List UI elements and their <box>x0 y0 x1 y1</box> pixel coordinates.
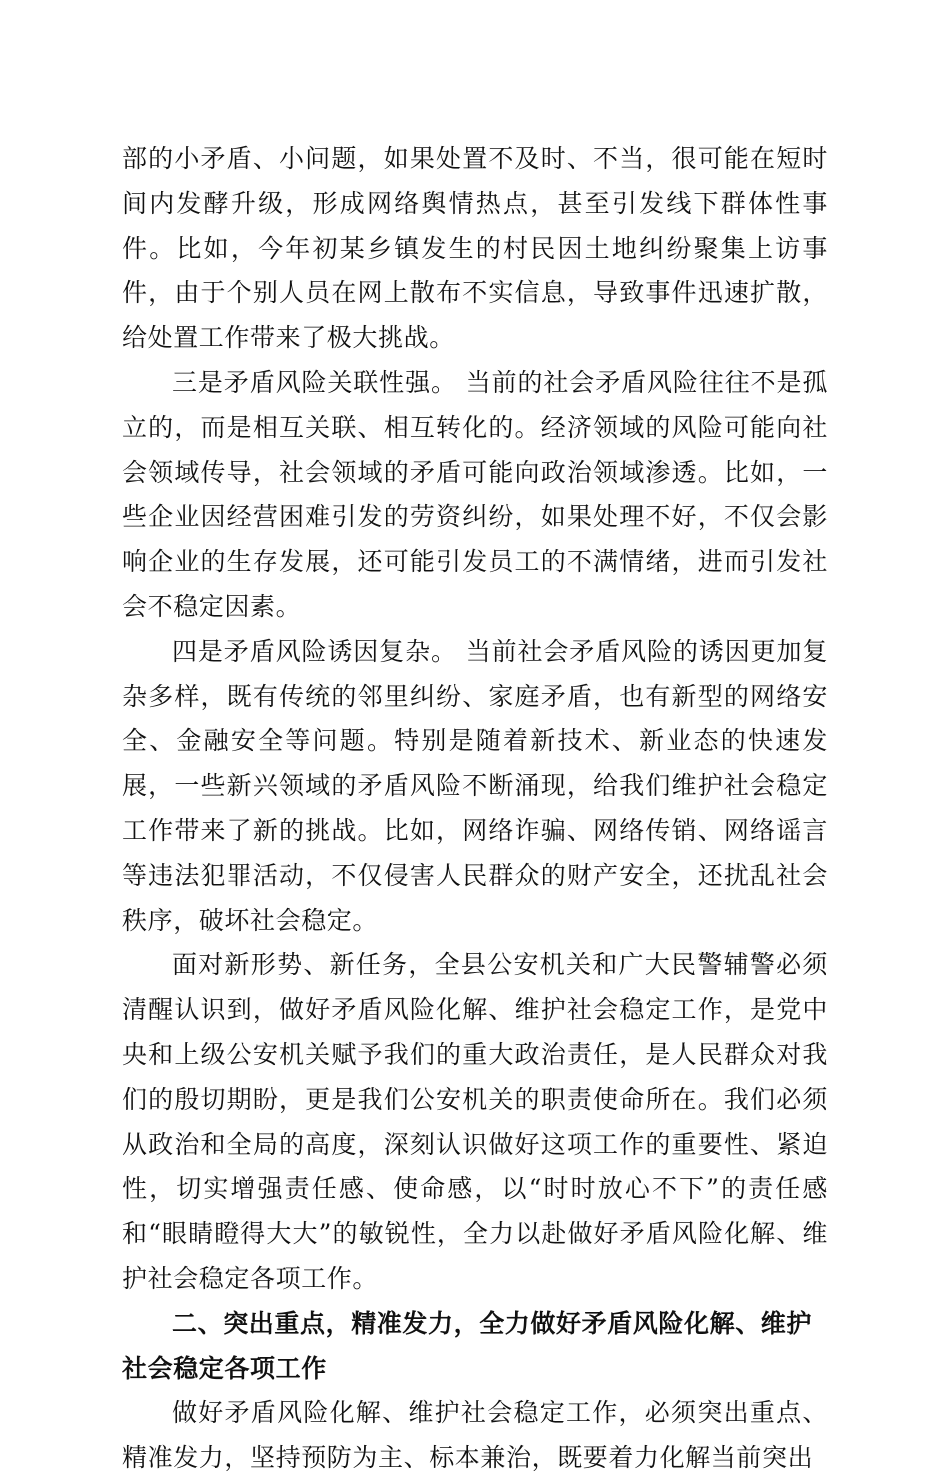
paragraph-point-three: 三是矛盾风险关联性强。 当前的社会矛盾风险往往不是孤立的，而是相互关联、相互转化的。经济领域的风险可能向社会领域传导，社会领域的矛盾可能向政治领域渗透。比如，一些企业因经营困难引发的劳资纠纷，如果处理不好，不仅会影响企业的生存发展，还可能引发员工的不满情绪，进而引发社会不稳定因素。 <box>122 367 828 621</box>
paragraph-point-four: 四是矛盾风险诱因复杂。 当前社会矛盾风险的诱因更加复杂多样，既有传统的邻里纠纷、家庭矛盾，也有新型的网络安全、金融安全等问题。特别是随着新技术、新业态的快速发展，一些新兴领域的矛盾风险不断涌现，给我们维护社会稳定工作带来了新的挑战。比如，网络诈骗、网络传销、网络谣言等违法犯罪活动，不仅侵害人民群众的财产安全，还扰乱社会秩序，破坏社会稳定。 <box>122 636 828 935</box>
paragraph-section-two-intro: 做好矛盾风险化解、维护社会稳定工作，必须突出重点、精准发力，坚持预防为主、标本兼治，既要着力化解当前突出 <box>122 1398 828 1473</box>
paragraph-continuation: 部的小矛盾、小问题，如果处置不及时、不当，很可能在短时间内发酵升级，形成网络舆情热点，甚至引发线下群体性事件。比如，今年初某乡镇发生的村民因土地纠纷聚集上访事件，由于个别人员在网上散布不实信息，导致事件迅速扩散，给处置工作带来了极大挑战。 <box>122 144 828 353</box>
section-heading-two: 二、突出重点，精准发力，全力做好矛盾风险化解、维护社会稳定各项工作 <box>122 1308 813 1383</box>
paragraph-new-situation: 面对新形势、新任务，全县公安机关和广大民警辅警必须清醒认识到，做好矛盾风险化解、维护社会稳定工作，是党中央和上级公安机关赋予我们的重大政治责任，是人民群众对我们的殷切期盼，更是我们公安机关的职责使命所在。我们必须从政治和全局的高度，深刻认识做好这项工作的重要性、紧迫性，切实增强责任感、使命感，以“时时放心不下”的责任感和“眼睛瞪得大大”的敏锐性，全力以赴做好矛盾风险化解、维护社会稳定各项工作。 <box>122 950 828 1293</box>
